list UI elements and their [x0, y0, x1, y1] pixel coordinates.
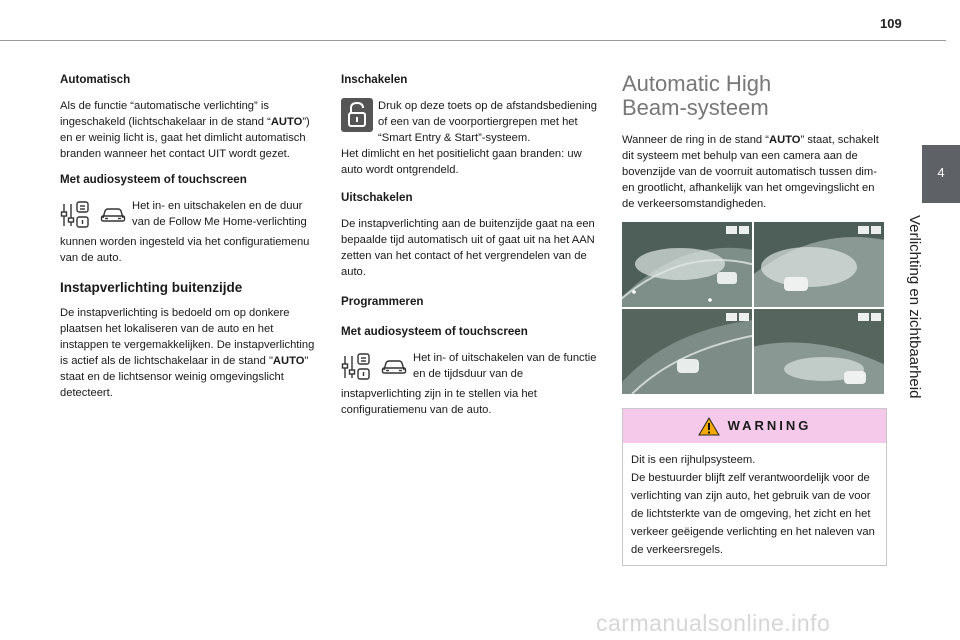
high-beam-icon	[726, 226, 737, 234]
low-beam-icon	[739, 226, 749, 234]
column-left	[60, 72, 320, 411]
audio-heading-2: Met audiosysteem of touchscreen	[341, 325, 528, 338]
car-touchscreen-icon	[100, 206, 126, 224]
warning-title: WARNING	[727, 418, 812, 433]
illustration-panel-3	[622, 309, 752, 394]
audio-instruction-2b: instapverlichting zijn in te stellen via het configuratiemenu van de auto.	[341, 388, 537, 416]
column-right	[622, 72, 887, 566]
inschakelen-heading: Inschakelen	[341, 73, 408, 86]
audio-system-icon	[341, 350, 371, 382]
section-title: Automatic High Beam-systeem	[622, 71, 772, 120]
car-touchscreen-icon	[381, 358, 407, 376]
column-middle	[341, 72, 606, 428]
uitschakelen-heading: Uitschakelen	[341, 191, 413, 204]
audio-instruction-2a: Het in- of uitschakelen van de functie en de tijdsduur van de	[413, 352, 597, 380]
automatisch-paragraph: Als de functie “automatische verlichting” is ingeschakeld (lichtschakelaar in de stand “AUTO”) en er weinig licht is, gaat het dimlicht automatisch branden wanneer het contact UIT wordt gezet.	[60, 100, 310, 160]
audio-system-icon	[60, 198, 90, 230]
watermark: carmanualsonline.info	[596, 610, 831, 636]
instap-heading: Instapverlichting buitenzijde	[60, 280, 243, 295]
unlock-key-icon	[341, 98, 373, 132]
audio-instruction-a: Het in- en uitschakelen en de duur van de Follow Me Home-verlichting	[132, 200, 307, 228]
uitschakelen-paragraph: De instapverlichting aan de buitenzijde gaat na een bepaalde tijd automatisch uit of gaat uit na het AAN zetten van het contact of het vergrendelen van de auto.	[341, 218, 595, 278]
warning-box	[622, 408, 887, 566]
chapter-number: 4	[937, 165, 945, 180]
instap-paragraph: De instapverlichting is bedoeld om op donkere plaatsen het lokaliseren van de auto en het instappen te vergemakkelijken. De instapverlichting is actief als de lichtschakelaar in de stand "AUTO" staat en de lichtsensor weinig omgevingslicht detecteert.	[60, 307, 315, 399]
audio-instruction-2	[341, 350, 606, 386]
high-beam-intro: Wanneer de ring in de stand “AUTO” staat, schakelt dit systeem met behulp van een camera aan de bovenzijde van de voorruit automatisch tussen dim- en grootlicht, afhankelijk van het omgevingslicht en de verkeersomstandigheden.	[622, 134, 879, 210]
automatisch-heading: Automatisch	[60, 73, 131, 86]
illustration-panel-2	[754, 222, 884, 307]
header-rule	[0, 40, 946, 41]
chapter-title: Verlichting en zichtbaarheid	[906, 215, 923, 399]
illustration-panel-4	[754, 309, 884, 394]
illustration-panel-1	[622, 222, 752, 307]
audio-instruction-b: kunnen worden ingesteld via het configuratiemenu van de auto.	[60, 236, 310, 264]
page-number: 109	[880, 16, 902, 31]
audio-heading: Met audiosysteem of touchscreen	[60, 173, 247, 186]
programmeren-heading: Programmeren	[341, 295, 424, 308]
inschakelen-paragraph: Druk op deze toets op de afstandsbediening of een van de voorportiergrepen met het “Smart Entry & Start”-systeem. Het dimlicht en het positielicht gaan branden: uw auto wordt ontgrendeld.	[341, 100, 597, 176]
audio-instruction	[60, 198, 320, 234]
chapter-tab[interactable]	[922, 145, 960, 203]
warning-header	[623, 409, 886, 443]
warning-body: Dit is een rijhulpsysteem. De bestuurder blijft zelf verantwoordelijk voor de verlichting van zijn auto, het gebruik van de voor de lichtsterkte van de omgeving, het zicht en het verkeer geëigende verlichting en het naleven van de verkeersregels.	[631, 454, 875, 556]
high-beam-illustration	[622, 222, 884, 394]
warning-triangle-icon	[698, 417, 720, 436]
